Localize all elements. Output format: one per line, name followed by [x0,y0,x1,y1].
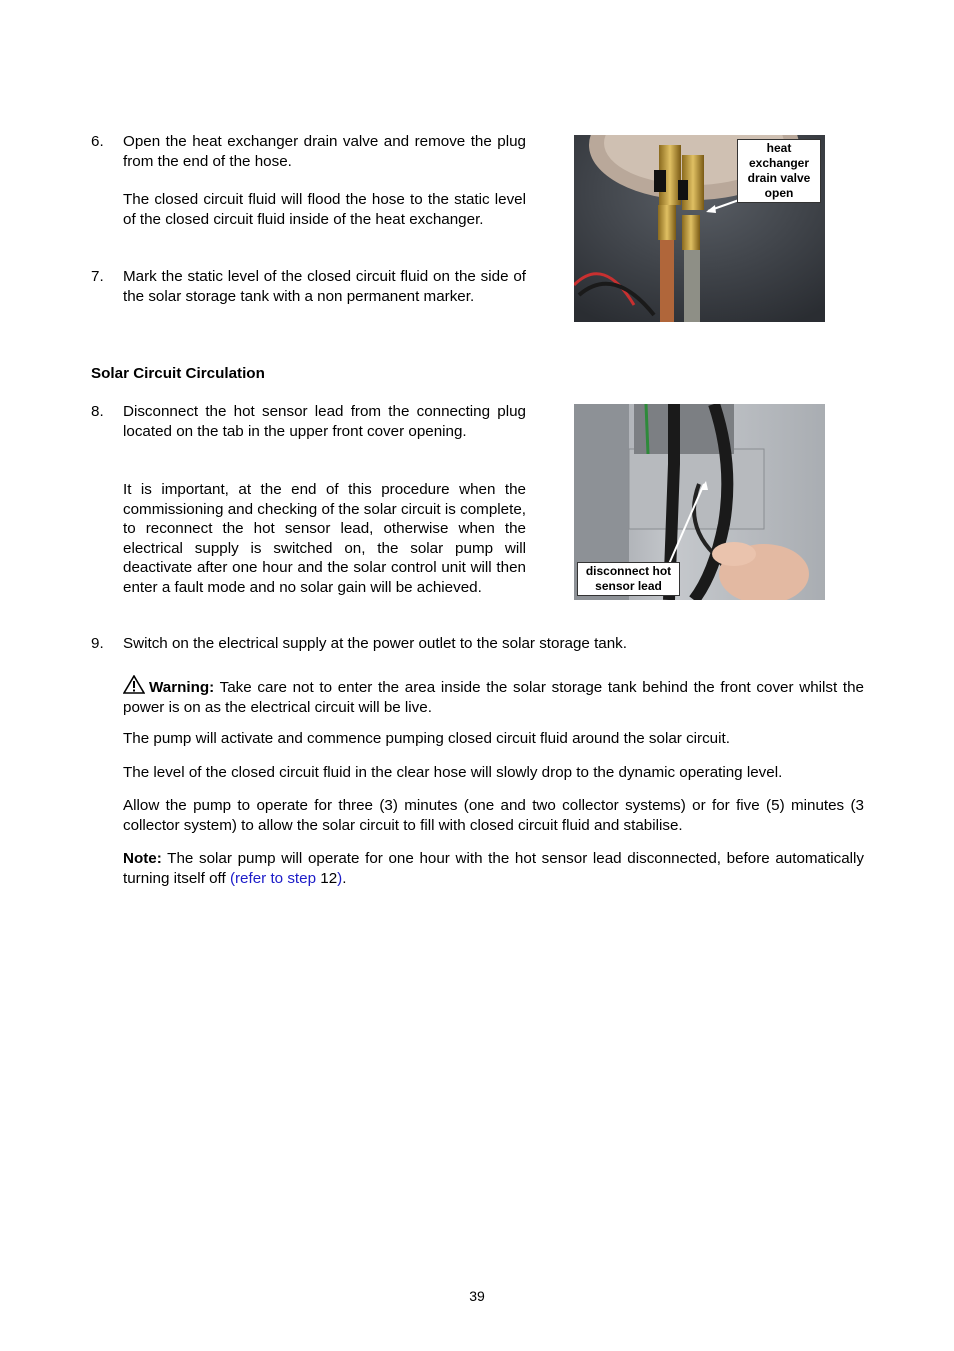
note-label: Note: [123,850,162,867]
callout-line: exchanger [748,156,810,170]
step-number: 9. [91,635,104,652]
warning-icon [123,675,145,694]
step-text: The pump will activate and commence pumping closed circuit fluid around the solar circuit. [123,730,730,747]
link-close[interactable]: ) [337,869,343,887]
step-number: 6. [91,133,104,150]
step-text: The closed circuit fluid will flood the hose to the static level of the closed circuit fluid inside of the heat exchanger. [123,191,526,228]
section-heading: Solar Circuit Circulation [91,365,265,382]
callout-line: drain valve [747,171,811,185]
note-end: . [342,869,347,887]
step-text: Mark the static level of the closed circuit fluid on the side of the solar storage tank with a non permanent marker. [123,268,526,305]
callout-line: open [764,186,794,200]
step-text: Open the heat exchanger drain valve and remove the plug from the end of the hose. [123,133,526,170]
step-text: Switch on the electrical supply at the power outlet to the solar storage tank. [123,635,627,652]
sensor-callout [577,562,680,596]
note-paragraph [123,849,864,888]
step-number: 8. [91,403,104,420]
warning-text: Take care not to enter the area inside the solar storage tank behind the front cover whilst the power is on as the electrical circuit will be live. [123,679,864,716]
callout-line: disconnect hot [585,564,672,578]
step-text: The level of the closed circuit fluid in the clear hose will slowly drop to the dynamic operating level. [123,764,783,781]
page-number: 39 [469,1288,485,1304]
callout-line: heat [766,141,792,155]
valve-callout [737,139,821,203]
warning-label: Warning: [149,679,215,696]
callout-line: sensor lead [595,579,662,593]
step-text: It is important, at the end of this procedure when the commissioning and checking of the solar circuit is complete, to reconnect the hot sensor lead, otherwise when the electrical supply is switched on, the solar pump will deactivate after one hour and the solar control unit will then enter a fault mode and no solar gain will be achieved. [123,481,526,596]
note-text: The solar pump will operate for one hour with the hot sensor lead disconnected, before automatically turning itself off [123,850,864,887]
link-text[interactable]: (refer to step [229,869,321,887]
step-text: Allow the pump to operate for three (3) minutes (one and two collector systems) or for five (5) minutes (3 collector system) to allow the solar circuit to fill with closed circuit fluid and stabilise. [123,797,864,834]
link-step-number[interactable]: 12 [320,869,338,887]
step-text: Disconnect the hot sensor lead from the connecting plug located on the tab in the upper front cover opening. [123,403,526,440]
step-number: 7. [91,268,104,285]
warning-paragraph [123,675,864,717]
refer-link[interactable] [230,870,342,887]
